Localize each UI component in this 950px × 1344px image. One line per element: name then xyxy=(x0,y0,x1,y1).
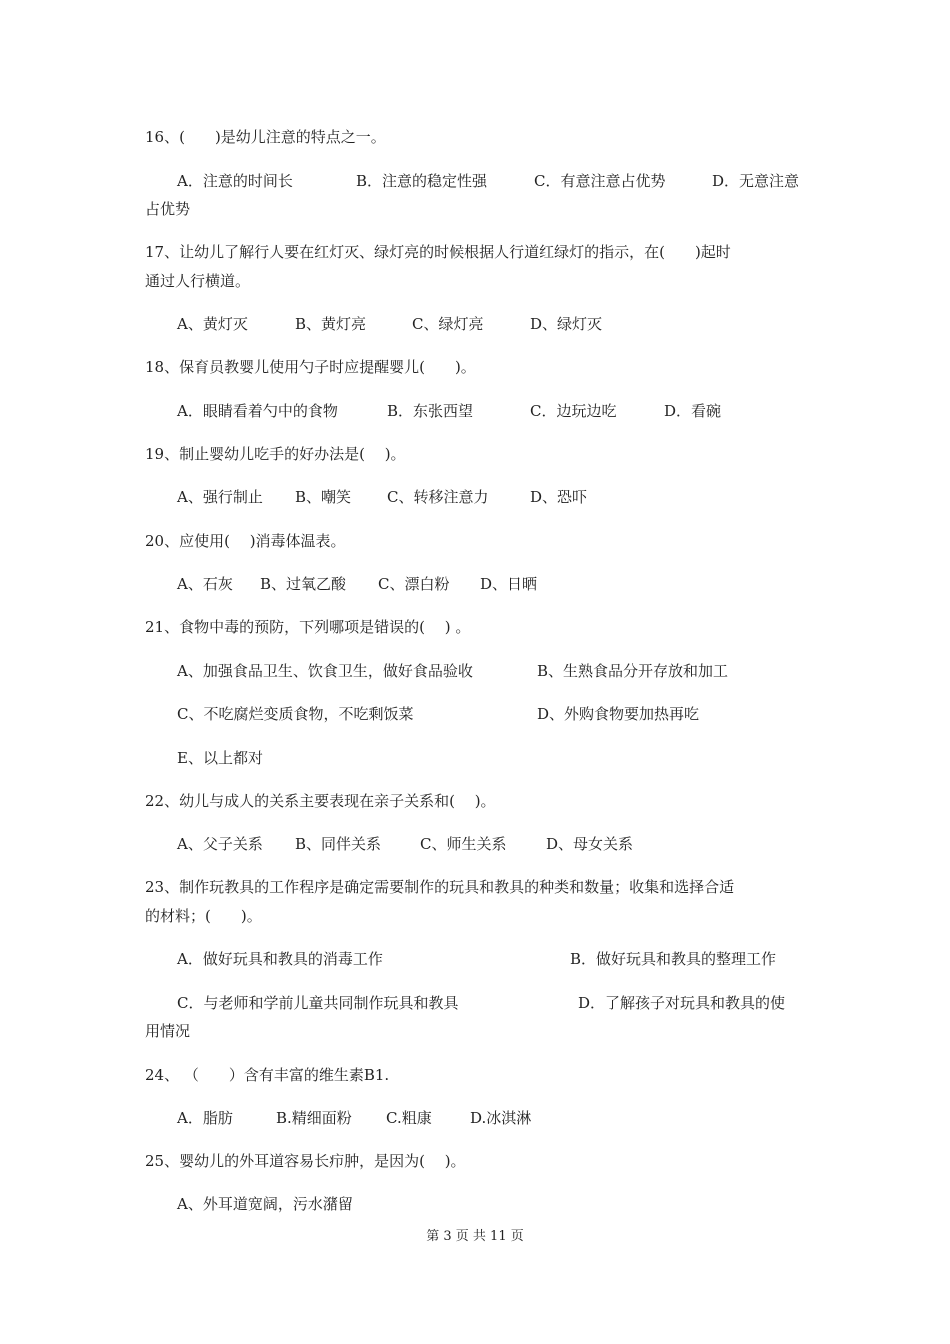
q20-option-c: C、漂白粉 xyxy=(378,575,450,593)
q18-option-b: B．东张西望 xyxy=(387,402,474,420)
page-footer: 第 3 页 共 11 页 xyxy=(426,1229,524,1244)
q23-option-b: B．做好玩具和教具的整理工作 xyxy=(570,950,777,968)
q16-option-c: C．有意注意占优势 xyxy=(534,172,666,190)
q20-option-d: D、日晒 xyxy=(480,575,538,593)
q23-option-continuation: 用情况 xyxy=(145,1022,191,1040)
q19-option-d: D、恐吓 xyxy=(530,488,588,506)
q22-option-d: D、母女关系 xyxy=(546,835,634,853)
q19-option-b: B、嘲笑 xyxy=(295,488,352,506)
question-22-stem: 22、幼儿与成人的关系主要表现在亲子关系和( )。 xyxy=(145,792,496,810)
q23-option-c: C．与老师和学前儿童共同制作玩具和教具 xyxy=(177,994,459,1012)
question-21-stem: 21、食物中毒的预防，下列哪项是错误的( ) 。 xyxy=(145,618,471,636)
q16-option-b: B．注意的稳定性强 xyxy=(356,172,488,190)
q18-option-d: D．看碗 xyxy=(664,402,722,420)
q16-option-continuation: 占优势 xyxy=(145,200,191,218)
q21-option-a: A、加强食品卫生、饮食卫生，做好食品验收 xyxy=(177,662,473,680)
q17-option-c: C、绿灯亮 xyxy=(412,315,484,333)
question-23-stem: 23、制作玩教具的工作程序是确定需要制作的玩具和教具的种类和数量；收集和选择合适 xyxy=(145,878,735,896)
question-16-stem: 16、( )是幼儿注意的特点之一。 xyxy=(145,128,386,146)
q23-option-d: D．了解孩子对玩具和教具的使 xyxy=(578,994,786,1012)
question-17-stem-cont: 通过人行横道。 xyxy=(145,272,251,290)
question-18-stem: 18、保育员教婴儿使用勺子时应提醒婴儿( )。 xyxy=(145,358,476,376)
q20-option-b: B、过氧乙酸 xyxy=(260,575,347,593)
q22-option-b: B、同伴关系 xyxy=(295,835,382,853)
q17-option-b: B、黄灯亮 xyxy=(295,315,367,333)
q20-option-a: A、石灰 xyxy=(177,575,233,593)
q17-option-a: A、黄灯灭 xyxy=(177,315,248,333)
question-24-stem: 24、 （ ）含有丰富的维生素B1. xyxy=(145,1066,390,1084)
question-20-stem: 20、应使用( )消毒体温表。 xyxy=(145,532,346,550)
question-23-stem-cont: 的材料；( )。 xyxy=(145,907,262,925)
q21-option-d: D、外购食物要加热再吃 xyxy=(537,705,700,723)
question-17-stem: 17、让幼儿了解行人要在红灯灭、绿灯亮的时候根据人行道红绿灯的指示，在( )起时 xyxy=(145,243,731,261)
q16-option-a: A．注意的时间长 xyxy=(177,172,293,190)
question-25-stem: 25、婴幼儿的外耳道容易长疖肿，是因为( )。 xyxy=(145,1152,466,1170)
q16-option-d: D．无意注意 xyxy=(712,172,800,190)
q24-option-b: B.精细面粉 xyxy=(276,1109,352,1127)
q18-option-c: C．边玩边吃 xyxy=(530,402,617,420)
q22-option-c: C、师生关系 xyxy=(420,835,507,853)
q19-option-a: A、强行制止 xyxy=(177,488,263,506)
q21-option-c: C、不吃腐烂变质食物，不吃剩饭菜 xyxy=(177,705,414,723)
q24-option-d: D.冰淇淋 xyxy=(470,1109,532,1127)
q22-option-a: A、父子关系 xyxy=(177,835,263,853)
q21-option-e: E、以上都对 xyxy=(177,749,263,767)
question-19-stem: 19、制止婴幼儿吃手的好办法是( )。 xyxy=(145,445,406,463)
q18-option-a: A．眼睛看着勺中的食物 xyxy=(177,402,338,420)
q17-option-d: D、绿灯灭 xyxy=(530,315,603,333)
q19-option-c: C、转移注意力 xyxy=(387,488,489,506)
q23-option-a: A．做好玩具和教具的消毒工作 xyxy=(177,950,383,968)
q24-option-c: C.粗康 xyxy=(386,1109,432,1127)
q21-option-b: B、生熟食品分开存放和加工 xyxy=(537,662,729,680)
q25-option-a: A、外耳道宽阔，污水潴留 xyxy=(177,1195,353,1213)
q24-option-a: A．脂肪 xyxy=(177,1109,233,1127)
